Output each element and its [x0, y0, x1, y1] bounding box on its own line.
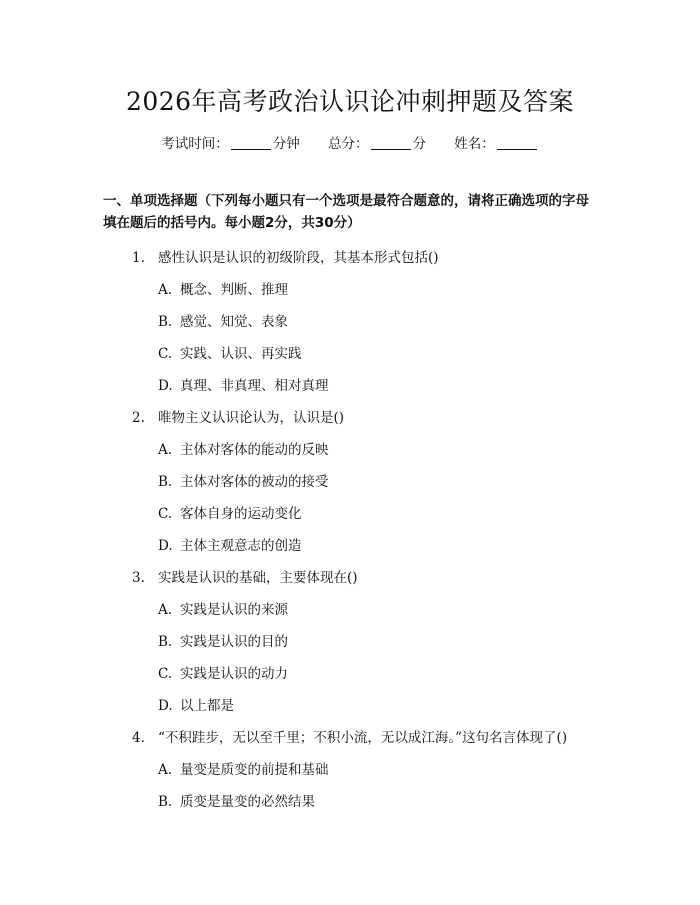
option-letter: B.: [158, 314, 173, 330]
option-text: 真理、非真理、相对真理: [180, 378, 329, 394]
question-number: 4.: [132, 730, 145, 746]
question-3: [132, 566, 358, 586]
option-1d: [158, 374, 329, 394]
option-1c: [158, 342, 302, 362]
option-letter: B.: [158, 794, 173, 810]
exam-time: [161, 136, 300, 152]
question-number: 3.: [132, 570, 145, 586]
question-text: 实践是认识的基础，主要体现在(): [158, 570, 358, 586]
option-letter: D.: [158, 698, 173, 714]
option-text: 客体自身的运动变化: [180, 506, 302, 522]
option-4a: [158, 758, 329, 778]
question-number: 2.: [132, 410, 145, 426]
exam-score: [328, 136, 426, 152]
option-1b: [158, 310, 288, 330]
option-4b: [158, 790, 315, 810]
option-text: 主体主观意志的创造: [180, 538, 302, 554]
name-blank: [497, 137, 537, 150]
option-3d: [158, 694, 234, 714]
option-letter: C.: [158, 666, 173, 682]
option-text: 质变是量变的必然结果: [180, 794, 315, 810]
option-letter: A.: [158, 602, 173, 618]
option-2d: [158, 534, 302, 554]
question-text: “不积跬步，无以至千里；不积小流，无以成江海。”这句名言体现了(): [158, 730, 568, 746]
score-label: 总分：: [328, 136, 369, 152]
option-2c: [158, 502, 302, 522]
name-label: 姓名：: [454, 136, 495, 152]
option-1a: [158, 278, 288, 298]
option-text: 量变是质变的前提和基础: [180, 762, 329, 778]
page-title: 2026年高考政治认识论冲刺押题及答案: [125, 87, 575, 116]
time-blank: [231, 137, 271, 150]
option-text: 实践是认识的来源: [180, 602, 288, 618]
question-text: 唯物主义认识论认为，认识是(): [158, 410, 345, 426]
time-unit: 分钟: [272, 136, 300, 152]
option-text: 实践、认识、再实践: [180, 346, 302, 362]
question-text: 感性认识是认识的初级阶段，其基本形式包括(): [158, 250, 439, 266]
score-blank: [371, 137, 411, 150]
option-3b: [158, 630, 288, 650]
option-letter: A.: [158, 442, 173, 458]
option-2a: [158, 438, 329, 458]
question-2: [132, 406, 344, 426]
time-label: 考试时间：: [161, 136, 229, 152]
exam-name: [454, 136, 539, 152]
option-letter: D.: [158, 378, 173, 394]
option-text: 感觉、知觉、表象: [180, 314, 288, 330]
score-unit: 分: [412, 136, 426, 152]
option-letter: D.: [158, 538, 173, 554]
option-2b: [158, 470, 329, 490]
option-letter: C.: [158, 506, 173, 522]
option-text: 以上都是: [180, 698, 234, 714]
question-4: [132, 726, 567, 746]
option-text: 主体对客体的能动的反映: [180, 442, 329, 458]
option-text: 主体对客体的被动的接受: [180, 474, 329, 490]
option-3c: [158, 662, 288, 682]
option-letter: B.: [158, 634, 173, 650]
option-text: 实践是认识的动力: [180, 666, 288, 682]
exam-meta: [0, 132, 700, 152]
option-letter: B.: [158, 474, 173, 490]
option-3a: [158, 598, 288, 618]
option-letter: A.: [158, 762, 173, 778]
option-letter: A.: [158, 282, 173, 298]
option-text: 实践是认识的目的: [180, 634, 288, 650]
option-text: 概念、判断、推理: [180, 282, 288, 298]
section-heading: 一、单项选择题（下列每小题只有一个选项是最符合题意的，请将正确选项的字母填在题后的括号内。每小题2分，共30分）: [103, 193, 589, 231]
question-number: 1.: [132, 250, 145, 266]
question-1: [132, 246, 439, 266]
option-letter: C.: [158, 346, 173, 362]
